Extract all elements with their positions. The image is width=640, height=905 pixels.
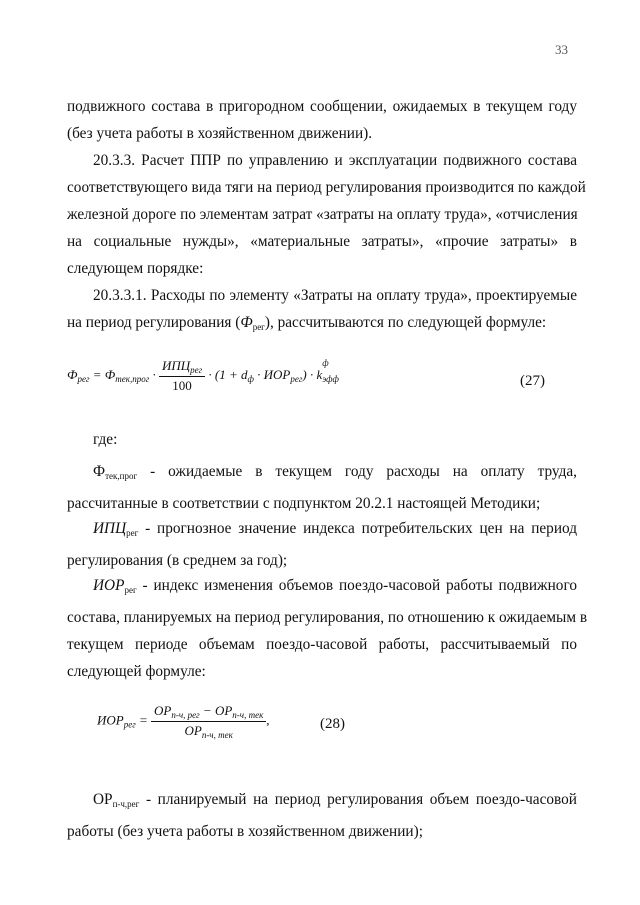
paragraph-continuation (67, 93, 577, 147)
text-line: состава, планируемых на период регулирования, по отношению к ожидаемым в (67, 609, 588, 626)
definition-or-pch-reg (67, 786, 577, 845)
formula-27: $Ф_{рег} = Ф_{тек,прог}$ · $\frac{ИПЦ_{рег}}{100}$ · $(1 + d_ф \cdot ИОР_{рег}) \cdot k$ ф $_{эфф}$ (67, 357, 339, 393)
page-number: 33 (555, 42, 568, 57)
text-line: (без учета работы в хозяйственном движении). (67, 125, 373, 142)
text-line: 20.3.3.1. Расходы по элементу «Затраты на оплату труда», проектируемые (93, 287, 577, 304)
text-line: следующем порядке: (67, 260, 204, 277)
text-line: $ОР_{п-ч,рег}$ - планируемый на период регулирования объем поездо-часовой (93, 791, 577, 809)
fraction: $\frac{ОР_{п-ч, рег} - ОР_{п-ч, тек}}{ОР_{п-ч, тек}}$ (151, 703, 266, 740)
text-line: следующей формуле: (67, 663, 206, 680)
text-line: текущем периоде объемам поездо-часовой работы, рассчитываемый по (67, 636, 577, 653)
text-line: $ИОР_{рег}$ - индекс изменения объемов поездо-часовой работы подвижного (93, 577, 577, 595)
text-line: на период регулирования $(Ф_{рег})$, рассчитываются по следующей формуле: (67, 314, 547, 332)
text-line: рассчитанные в соответствии с подпунктом 20.2.1 настоящей Методики; (67, 495, 541, 512)
text-line: $Ф_{тек,прог}$ - ожидаемые в текущем году расходы на оплату труда, (93, 463, 577, 481)
text-line: работы (без учета работы в хозяйственном движении); (67, 823, 423, 840)
text-line: на социальные нужды», «материальные затраты», «прочие затраты» в (67, 233, 577, 250)
definition-f-tek-prog (67, 458, 577, 517)
definition-ipc-reg (67, 515, 577, 574)
where-label: где: (93, 431, 118, 448)
fraction: $\frac{ИПЦ_{рег}}{100}$ (159, 358, 205, 394)
paragraph-20-3-3-1 (67, 282, 577, 341)
text-line: 20.3.3. Расчет ППР по управлению и эксплуатации подвижного состава (93, 152, 577, 169)
formula-28: $ИОР_{рег}$ = $\frac{ОР_{п-ч, рег} - ОР_{п-ч, тек}}{ОР_{п-ч, тек}}$ , (97, 703, 270, 740)
text-line: соответствующего вида тяги на период регулирования производится по каждой (67, 179, 586, 196)
text-line: железной дороге по элементам затрат «затраты на оплату труда», «отчисления (67, 206, 578, 223)
equation-number-27: (27) (520, 373, 545, 389)
text-line: подвижного состава в пригородном сообщении, ожидаемых в текущем году (67, 98, 577, 115)
text-line: $ИПЦ_{рег}$ - прогнозное значение индекса потребительских цен на период (93, 520, 577, 538)
paragraph-20-3-3 (67, 147, 586, 282)
definition-ior-reg (67, 572, 588, 685)
equation-number-28: (28) (320, 716, 345, 732)
text-line: регулирования (в среднем за год); (67, 552, 288, 569)
